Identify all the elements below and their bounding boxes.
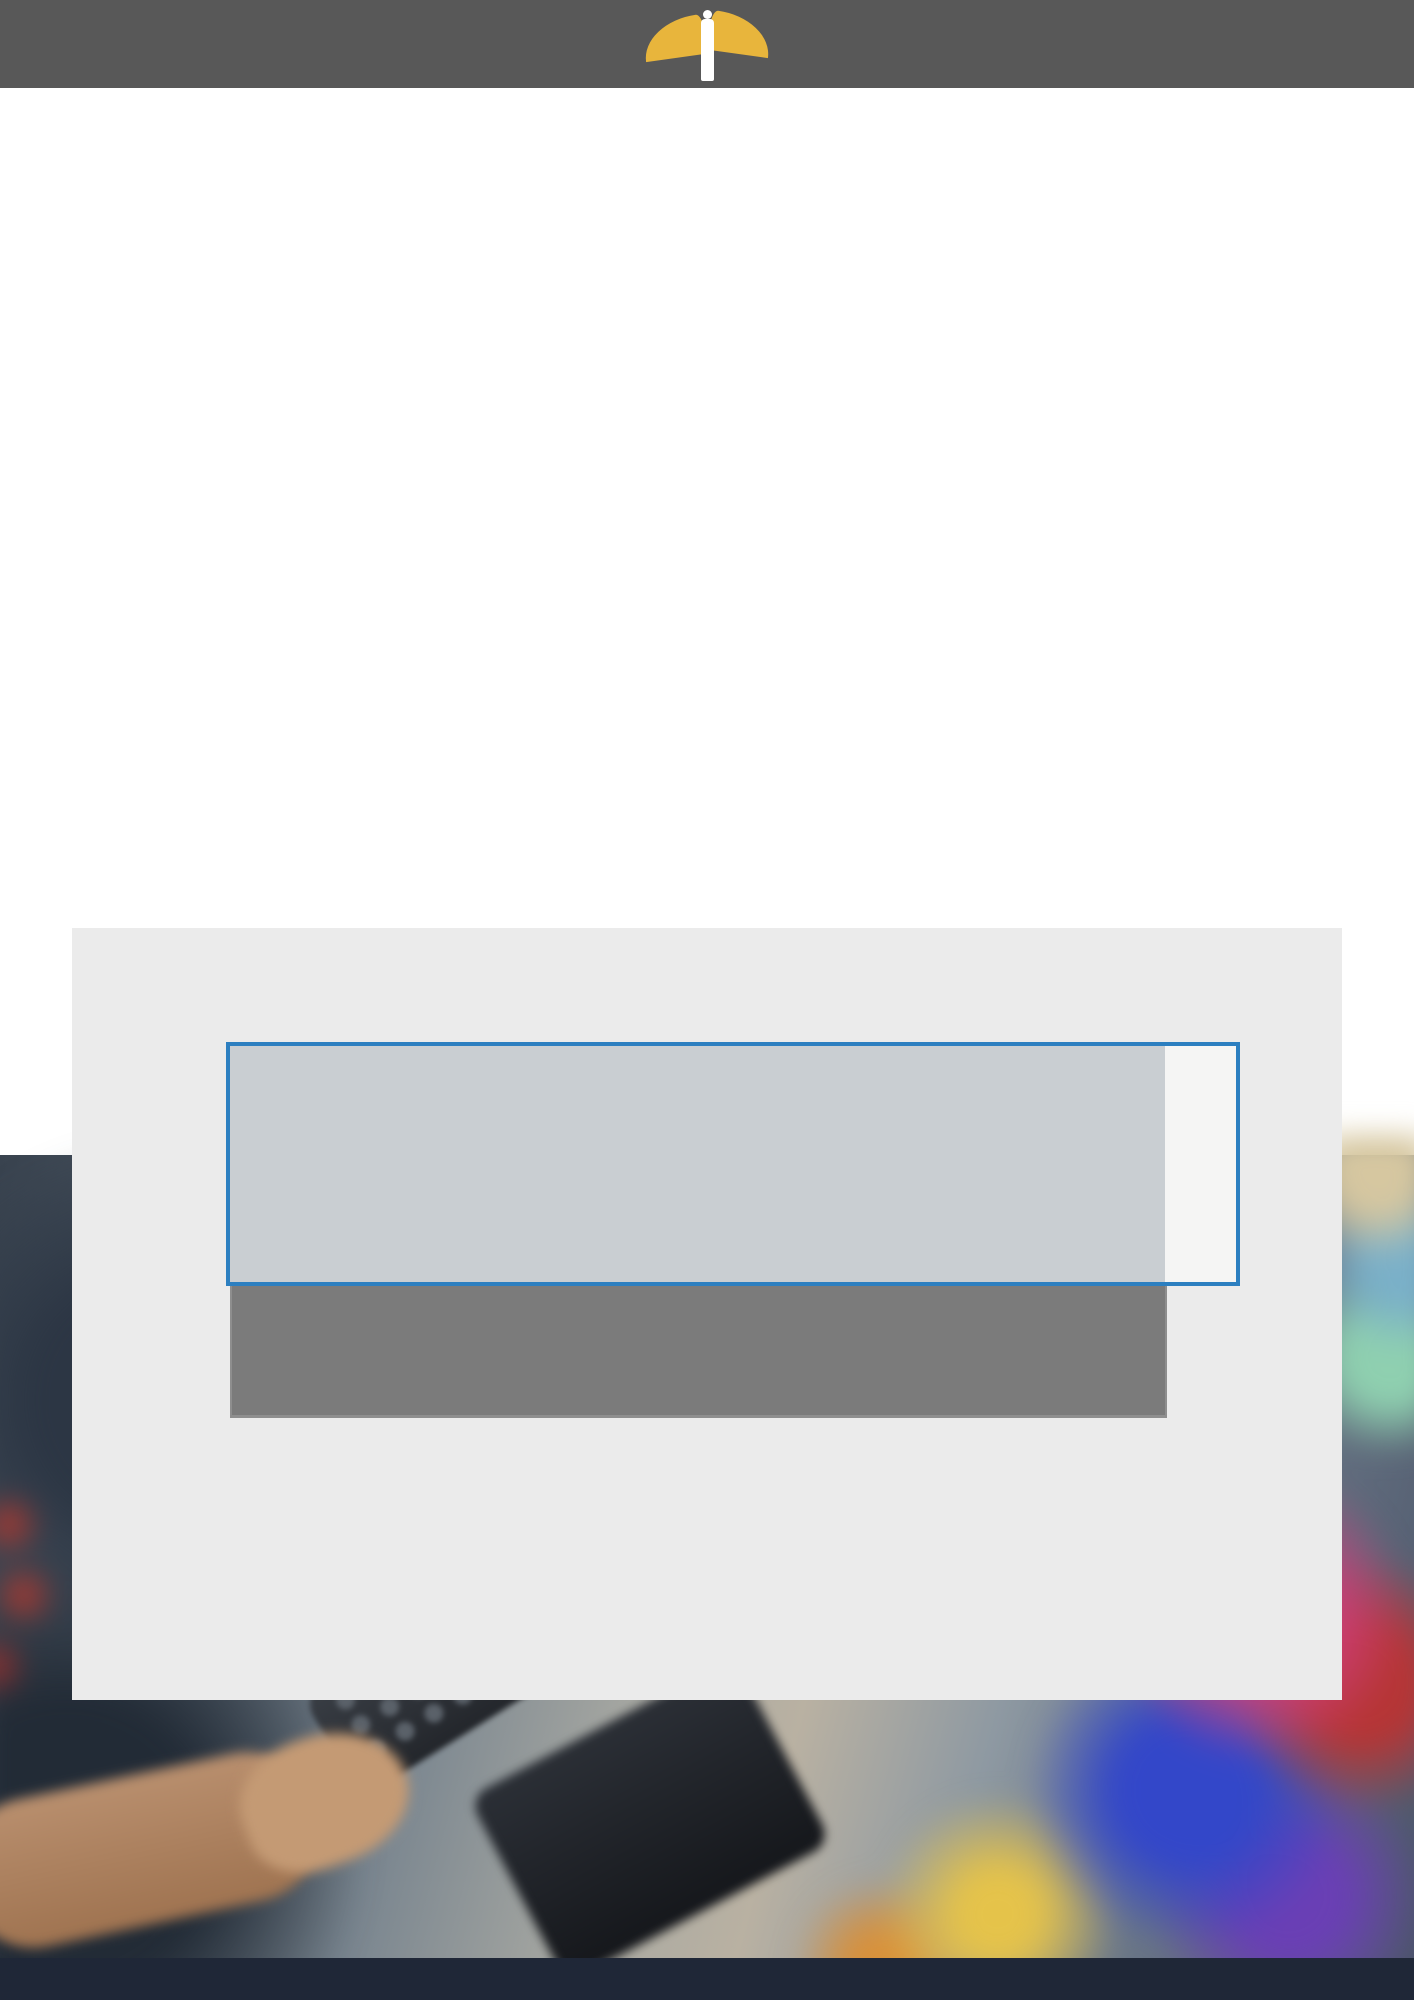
- heatmap-removed-grid: [230, 1283, 1167, 1418]
- wingman-logo-icon: [631, 4, 783, 88]
- figure-panel: [72, 928, 1342, 1700]
- logo-left-wing-icon: [641, 14, 708, 62]
- purchased-outline-box: [226, 1042, 1240, 1286]
- logo-man-body-icon: [701, 19, 714, 81]
- logo-right-wing-icon: [707, 10, 774, 58]
- column-headers: [232, 1018, 1163, 1042]
- bottom-navy-strip: [0, 1958, 1414, 2000]
- logo-man-icon: [703, 10, 712, 19]
- header-bar: [0, 0, 1414, 88]
- station-labels: [102, 1046, 226, 1418]
